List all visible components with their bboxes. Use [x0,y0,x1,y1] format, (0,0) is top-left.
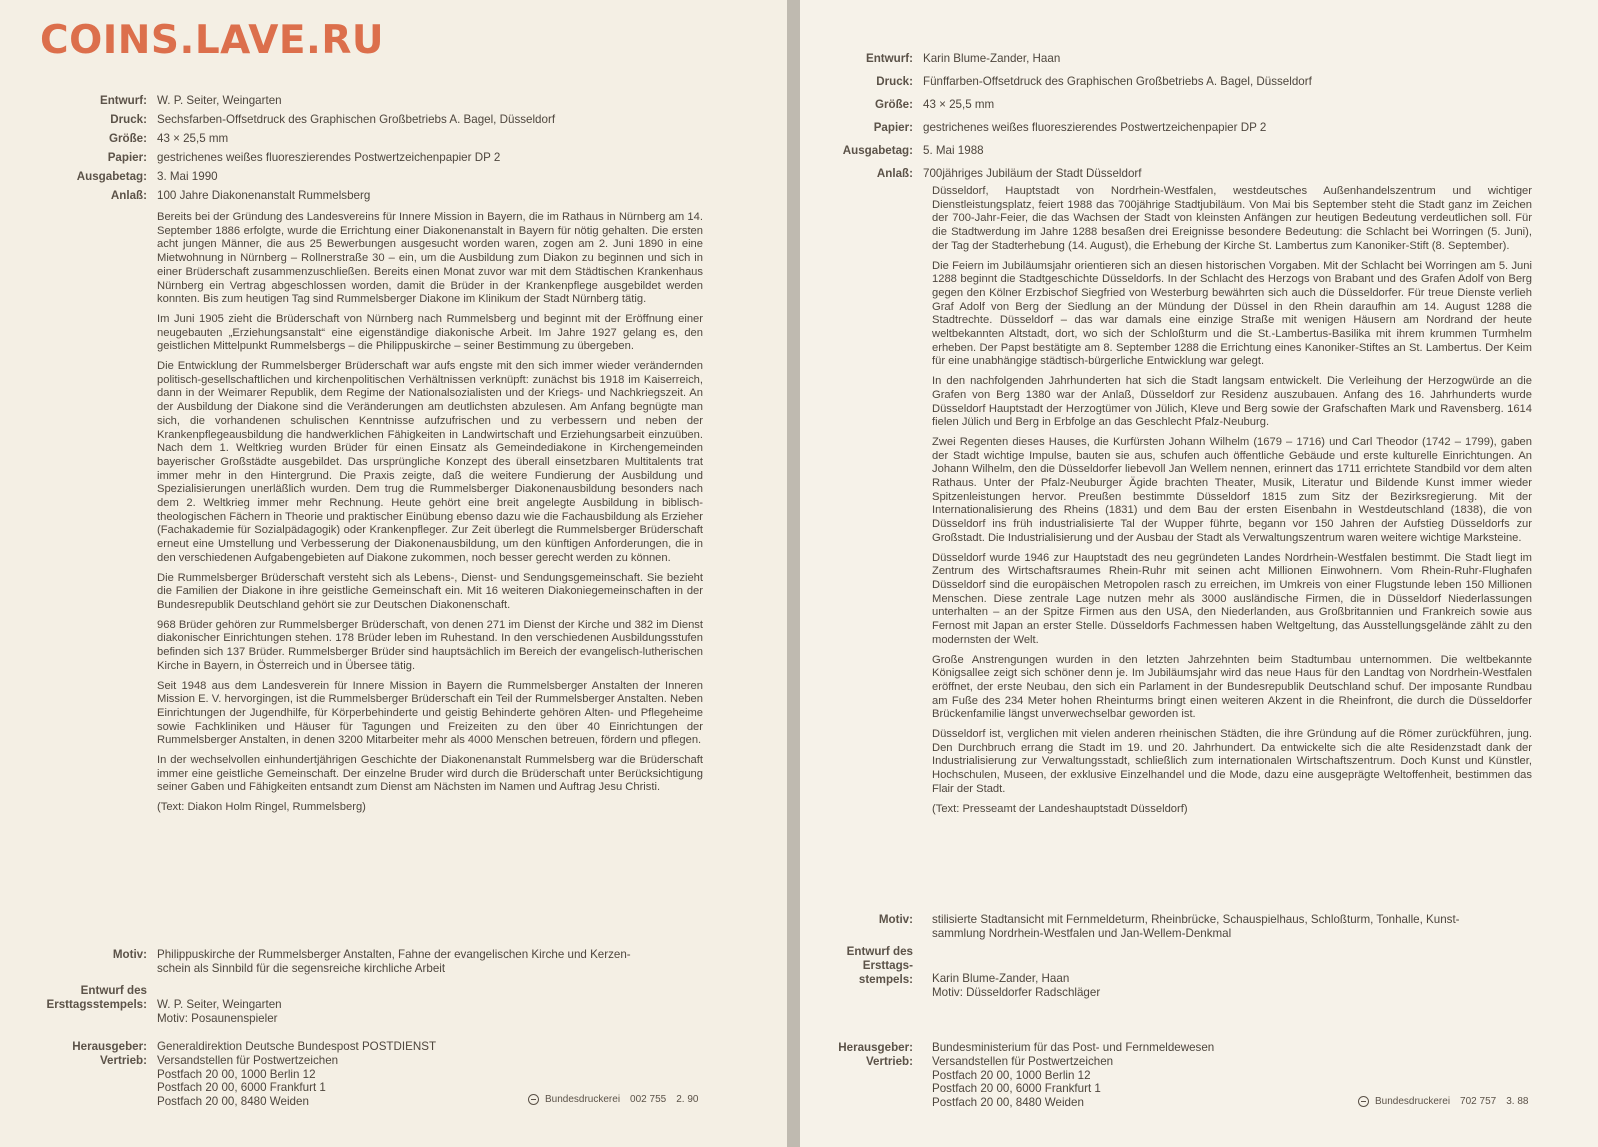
body-paragraph: Große Anstrengungen wurden in den letzten Jahrzehnten beim Stadtumbau unternommen. Die weltbekannte Königsallee zeigt sich schöner denn je. Im Jubiläumsjahr wird das neue Haus für den Landtag von Nordrhein-Westfalen eröffnet, der erste Neubau, den sich ein Parlament in der Bundesrepublik Deutschland schuf. Der imposante Rundbau am Fuße des 234 Meter hohen Rheinturms bringt einen weiteren Akzent in die Rheinfront, die durch die Düsseldorfer Brückenfamilie längst unverwechselbar geworden ist. [932,653,1532,721]
watermark: COINS.LAVE.RU [40,18,385,63]
body-paragraph: Bereits bei der Gründung des Landesvereins für Innere Mission in Bayern, die im Rathaus in Nürnberg am 14. September 1886 erfolgte, wurde die Errichtung einer Diakonenanstalt in Bayern für nötig gehalten. Die ersten acht jungen Männer, die aus 25 Bewerbungen ausgesucht worden waren, zogen am 2. Juni 1890 in eine Mietwohnung in Nürnberg – Rollnerstraße 30 – ein, um die Ausbildung zum Diakon zu beginnen und sich in einer Brüderschaft zusammenzuschließen. Bereits einen Monat zuvor war mit dem Städtischen Krankenhaus Nürnberg ein Vertrag abgeschlossen worden, damit die Brüder in der Krankenpflege ausgebildet werden konnten. Bis zum heutigen Tag sind Rummelsberger Diakone im Klinikum der Stadt Nürnberg tätig. [157,211,703,306]
publisher-line: Postfach 20 00, 8480 Weiden [932,1096,1084,1110]
meta-value: Karin Blume-Zander, Haan [923,52,1061,65]
meta-label: Entwurf: [865,52,913,65]
right-meta [800,47,1598,185]
body-paragraph: Düsseldorf ist, verglichen mit vielen anderen rheinischen Städten, die ihre Gründung auf die Römer zurückführen, jung. Den Durchbruch errang die Stadt im 19. und 20. Jahrhundert. Da entwickelte sich die alte Residenzstadt dank der Industrialisierung zur Verwaltungsstadt, schließlich zum internationalen Wirtschaftszentrum. Doch Kunst und Künstler, Hochschulen, Museen, der exklusive Einzelhandel und die Mode, dazu eine ausgeprägte Weltoffenheit, bestimmen das Flair der Stadt. [932,728,1532,795]
stempel-label: Entwurf des Ersttags- stempels: [846,945,913,986]
meta-row-papier [0,149,787,168]
meta-value: Fünffarben-Offsetdruck des Graphischen Großbetriebs A. Bagel, Düsseldorf [923,75,1312,88]
body-paragraph: 968 Brüder gehören zur Rummelsberger Brüderschaft, von denen 271 im Dienst der Kirche und 382 im Dienst diakonischer Einrichtungen stehen. 178 Brüder leben im Ruhestand. In den verschiedenen Ausbildungsstufen befinden sich 137 Brüder. Rummelsberger Brüder sind hauptsächlich im Bereich der evangelisch-lutherischen Kirche in Bayern, in Österreich und in Übersee tätig. [157,618,703,672]
stempel-line: Motiv: Posaunenspieler [157,1011,278,1025]
printer-date: 2. 90 [676,1094,699,1105]
body-paragraph: Im Juni 1905 zieht die Brüderschaft von Nürnberg nach Rummelsberg und beginnt mit der Eröffnung einer neugebauten „Erziehungsanstalt“ eine eigenständige diakonische Arbeit. Im Jahre 1927 gelang es, den geistlichen Mittelpunkt Rummelsbergs – die Philippuskirche – seiner Bestimmung zu übergeben. [157,312,703,353]
meta-label: Druck: [876,75,913,88]
printer-imprint [1358,1096,1528,1107]
meta-row-anlass [800,162,1598,185]
left-stempel [0,984,787,1026]
meta-row-druck [800,70,1598,93]
printer-name: Bundesdruckerei [545,1094,621,1105]
meta-row-groesse [800,93,1598,116]
body-paragraph: Die Rummelsberger Brüderschaft versteht sich als Lebens-, Dienst- und Sendungsgemeinschaft. Sie bezieht die Familien der Diakone in ihre geistliche Gemeinschaft ein. Mit 16 weiteren Diakoniegemeinschaften in der Bundesrepublik Deutschland gehört sie zur Deutschen Diakonenschaft. [157,571,703,611]
meta-row-anlass [0,187,787,206]
publisher-line: Versandstellen für Postwertzeichen [157,1053,339,1067]
left-body-text [157,211,703,815]
meta-row-groesse [0,130,787,149]
printer-number: 002 755 [630,1094,667,1105]
body-paragraph: Düsseldorf, Hauptstadt von Nordrhein-Westfalen, westdeutsches Außenhandelszentrum und wichtiger Dienstleistungsplatz, feiert 1988 das 700jährige Stadtjubiläum. Von Mai bis September steht die Stadt ganz im Zeichen der 700-Jahr-Feier, die das Wachsen der Stadt von kleinsten Anfängen zur heutigen Bedeutung verdeutlichen soll. Für die Stadtwerdung im Jahre 1288 besaßen drei Ereignisse besondere Bedeutung: die Schlacht bei Worringen (5. Juni), der Tag der Stadterhebung (14. August), die Erhebung der Kirche St. Lambertus zum Kanoniker-Stift (8. September). [932,185,1532,252]
left-motiv [0,948,787,976]
meta-row-druck [0,111,787,130]
body-paragraph: In der wechselvollen einhundertjährigen Geschichte der Diakonenanstalt Rummelsberg war die Brüderschaft immer eine geistliche Gemeinschaft. Der einzelne Bruder wird durch die Brüderschaft unter Berücksichtigung seiner Gaben und Fähigkeiten entsandt zum Dienst am Nächsten im Namen und Auftrag Jesu Christi. [157,754,703,794]
meta-label: Papier: [107,150,147,164]
meta-value: gestrichenes weißes fluoreszierendes Postwertzeichenpapier DP 2 [157,150,501,164]
motiv-line: schein als Sinnbild für die segensreiche kirchliche Arbeit [157,961,446,975]
meta-value: Sechsfarben-Offsetdruck des Graphischen Großbetriebs A. Bagel, Düsseldorf [157,112,556,126]
body-paragraph: Seit 1948 aus dem Landesverein für Innere Mission in Bayern die Rummelsberger Anstalten der Inneren Mission E. V. hervorgingen, ist die Rummelsberger Brüderschaft ein Teil der Rummelsberger Anstalten. Neben Einrichtungen der Jugendhilfe, für Körperbehinderte und geistig Behinderte gehören Alten- und Pflegeheime sowie Fachkliniken und Häuser für Tagungen und Freizeiten zu den über 40 Einrichtungen der Rummelsberger Anstalten, in denen 3200 Mitarbeiter mehr als 4000 Menschen betreuen, fördern und pflegen. [157,679,703,747]
meta-label: Druck: [110,112,147,126]
publisher-label: Herausgeber: [838,1041,913,1054]
body-paragraph: Die Feiern im Jubiläumsjahr orientieren sich an diesen historischen Vorgaben. Mit der Schlacht bei Worringen am 5. Juni 1288 beginnt die Stadtgeschichte Düsseldorfs. In der Schlacht des Herzogs von Brabant und des Grafen Adolf von Berg gegen den Kölner Erzbischof Siegfried von Westerburg bewährten sich auch die Düsseldorfer. Für treue Dienste verlieh Graf Adolf von Berg der Siedlung an der Mündung der Düssel in den Rhein daraufhin am 14. August 1288 die Stadtrechte. Düsseldorf – das war damals eine einzige Straße mit wenigen Häusern am Nordrand der heute weltbekannten Altstadt, dort, wo sich der Schloßturm und die St.-Lambertus-Basilika mit ihrem krummen Turmhelm erheben. Der Papst bestätigte am 8. September 1288 die Errichtung eines Kanoniker-Stiftes an St. Lambertus. Der Keim für eine unabhängige städtisch-bürgerliche Entwicklung war gelegt. [932,259,1532,368]
distribution-label: Vertrieb: [865,1054,913,1068]
printer-logo-icon [528,1094,539,1105]
body-paragraph: Die Entwicklung der Rummelsberger Brüderschaft war aufs engste mit den sich immer wieder verändernden politisch-gesellschaftlichen und kirchenpolitischen Verhältnissen verknüpft: zunächst bis 1918 im Kaiserreich, dann in der Weimarer Republik, dem Regime der Nationalsozialisten und der Kriegs- und Nachkriegszeit. An der Ausbildung der Diakone sind die Veränderungen am deutlichsten abzulesen. Am Anfang begnügte man sich, die vorhandenen schulischen Kenntnisse aufzufrischen und zu verbessern und neben der Krankenpflegeausbildung die handwerklichen Fähigkeiten in Landwirtschaft und Erziehungsarbeit einzuüben. Nach dem 1. Weltkrieg wurden Brüder für einen Einsatz als Gemeindediakone in Kirchengemeinden bayerischer Großstädte ausgebildet. Das ursprüngliche Konzept des überall einsetzbaren Multitalents trat immer mehr in den Hintergrund. Die Praxis zeigte, daß die weitere Fundierung der Ausbildung und Spezialisierungen unerläßlich wurden. Dem trug die Rummelsberger Diakonenausbildung besonders nach dem 2. Weltkrieg immer mehr Rechnung. Heute gehört eine breit angelegte Ausbildung in biblisch-theologischen Fächern in Theorie und praktischer Einübung ebenso dazu wie die Fachausbildung als Erzieher (Fachakademie für Sozialpädagogik) oder Krankenpfleger. Zur Zeit überlegt die Rummelsberger Brüderschaft erneut eine Umstellung und Verbesserung der Diakonenausbildung, um den künftigen Anforderungen, die in den verschiedenen Aufgabengebieten auf Diakone zukommen, noch besser gerecht werden zu können. [157,360,703,564]
right-stempel [800,945,1598,1000]
meta-row-ausgabetag [0,168,787,187]
publisher-line: Versandstellen für Postwertzeichen [932,1054,1114,1068]
body-paragraph: Zwei Regenten dieses Hauses, die Kurfürsten Johann Wilhelm (1679 – 1716) und Carl Theodor (1742 – 1799), gaben der Stadt wichtige Impulse, bauten sie aus, schufen auch öffentliche Gebäude und erste kulturelle Einrichtungen. An Johann Wilhelm, den die Düsseldorfer liebevoll Jan Wellem nennen, erinnert das 1711 errichtete Standbild vor dem alten Rathaus. Unter der Pfalz-Neuburger Ägide brachten Theater, Musik, Literatur und Bildende Kunst immer wieder Spitzenleistungen hervor. Preußen bestimmte Düsseldorf 1815 zum Sitz der Bezirksregierung. Mit der Internationalisierung des Rheins (1831) und dem Bau der ersten Eisenbahn in Westdeutschland (1838), die von Düsseldorf ins früh industrialisierte Tal der Wupper führte, begann vor 150 Jahren der Aufstieg Düsseldorfs zur Großstadt. Die Industrialisierung und der Ausbau der Stadt als Verwaltungszentrum waren weitere wichtige Marksteine. [932,435,1532,544]
meta-value: 5. Mai 1988 [923,144,984,157]
publisher-line: Generaldirektion Deutsche Bundespost POSTDIENST [157,1040,437,1053]
body-paragraph: Düsseldorf wurde 1946 zur Hauptstadt des neu gegründeten Landes Nordrhein-Westfalen bestimmt. Die Stadt liegt im Zentrum des Wirtschaftsraumes Rhein-Ruhr mit seinen acht Millionen Einwohnern. Vom Rhein-Ruhr-Flughafen Düsseldorf sind die europäischen Metropolen rasch zu erreichen, im Umkreis von einer Flugstunde leben 150 Millionen Menschen. Diese zentrale Lage nutzen mehr als 3000 ausländische Firmen, die in Düsseldorf Niederlassungen unterhalten – an der Spitze Firmen aus den USA, den Niederlanden, aus Großbritannien und Frankreich sowie aus Fernost mit Japan an erster Stelle. Düsseldorfs Fachmessen haben Weltgeltung, das Ausstellungsgelände zählt zu den modernsten der Welt. [932,551,1532,646]
publisher-line: Postfach 20 00, 1000 Berlin 12 [932,1068,1091,1082]
meta-value: 43 × 25,5 mm [157,131,229,145]
meta-value: 43 × 25,5 mm [923,98,995,111]
meta-row-papier [800,116,1598,139]
distribution-label: Vertrieb: [99,1053,147,1067]
motiv-line: sammlung Nordrhein-Westfalen und Jan-Wellem-Denkmal [932,926,1232,940]
right-motiv [800,913,1598,941]
meta-label: Ausgabetag: [76,169,147,183]
left-meta [0,92,787,205]
meta-value: gestrichenes weißes fluoreszierendes Postwertzeichenpapier DP 2 [923,121,1267,134]
meta-label: Anlaß: [876,167,913,180]
meta-label: Papier: [873,121,913,134]
right-body-text [932,185,1532,816]
meta-label: Größe: [874,98,913,111]
printer-name: Bundesdruckerei [1375,1096,1451,1107]
motiv-line: stilisierte Stadtansicht mit Fernmeldeturm, Rheinbrücke, Schauspielhaus, Schloßturm, Tonhalle, Kunst- [932,913,1460,926]
left-sheet [0,0,787,1147]
meta-label: Anlaß: [110,188,147,202]
body-paragraph: In den nachfolgenden Jahrhunderten hat sich die Stadt langsam entwickelt. Die Verleihung der Herzogwürde an die Grafen von Berg 1380 war der Anlaß, Düsseldorf zur Residenz auszubauen. Anfang des 16. Jahrhunderts wurde Düsseldorf Hauptstadt der Herzogtümer von Jülich, Kleve und Berg sowie der Grafschaften Mark und Ravensberg. 1614 fielen Jülich und Berg in Erbfolge an das Geschlecht Pfalz-Neuburg. [932,375,1532,429]
publisher-line: Bundesministerium für das Post- und Fernmeldewesen [932,1041,1215,1054]
meta-label: Entwurf: [99,94,147,107]
publisher-line: Postfach 20 00, 6000 Frankfurt 1 [157,1081,326,1095]
publisher-label: Herausgeber: [72,1040,147,1053]
meta-label: Größe: [108,131,147,145]
publisher-line: Postfach 20 00, 8480 Weiden [157,1095,309,1109]
right-sheet [800,0,1598,1147]
meta-row-ausgabetag [800,139,1598,162]
motiv-line: Philippuskirche der Rummelsberger Anstalten, Fahne der evangelischen Kirche und Kerzen- [157,948,631,961]
motiv-label: Motiv: [878,913,913,926]
printer-imprint [528,1094,698,1105]
meta-value: 100 Jahre Diakonenanstalt Rummelsberg [157,188,371,202]
text-credit: (Text: Presseamt der Landeshauptstadt Düsseldorf) [932,802,1188,815]
meta-row-entwurf [800,47,1598,70]
printer-logo-icon [1358,1096,1369,1107]
stempel-label: Entwurf des Ersttagsstempels: [46,984,147,1011]
stempel-line: W. P. Seiter, Weingarten [157,998,282,1011]
meta-value: W. P. Seiter, Weingarten [157,94,282,107]
printer-number: 702 757 [1460,1096,1497,1107]
meta-value: 700jähriges Jubiläum der Stadt Düsseldorf [923,167,1142,180]
printer-date: 3. 88 [1506,1096,1529,1107]
meta-row-entwurf [0,92,787,111]
publisher-line: Postfach 20 00, 6000 Frankfurt 1 [932,1082,1101,1096]
publisher-line: Postfach 20 00, 1000 Berlin 12 [157,1067,316,1081]
stempel-line: Karin Blume-Zander, Haan [932,972,1070,985]
meta-label: Ausgabetag: [842,144,913,157]
motiv-label: Motiv: [112,948,147,961]
stempel-line: Motiv: Düsseldorfer Radschläger [932,985,1101,999]
meta-value: 3. Mai 1990 [157,169,218,183]
text-credit: (Text: Diakon Holm Ringel, Rummelsberg) [157,801,366,814]
